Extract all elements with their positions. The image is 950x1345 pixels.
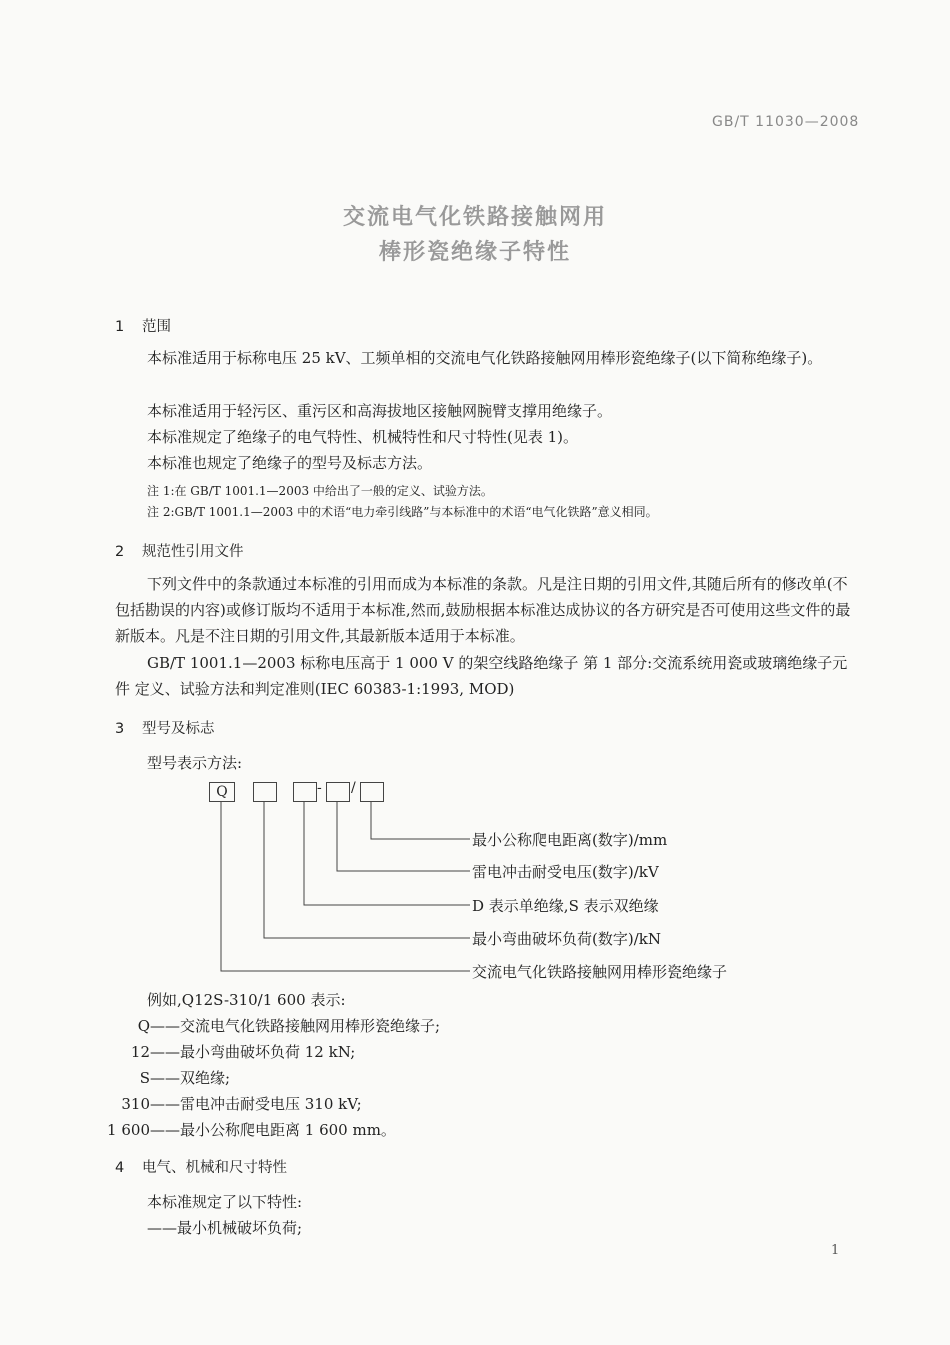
section-number: 4 — [115, 1160, 125, 1176]
notation-label: 最小弯曲破坏负荷(数字)/kN — [472, 930, 661, 948]
example-desc: ——最小公称爬电距离 1 600 mm。 — [150, 1121, 396, 1139]
section-title: 型号及标志 — [142, 721, 215, 737]
example-code: 310 — [121, 1095, 150, 1113]
notation-label: 最小公称爬电距离(数字)/mm — [472, 831, 668, 849]
code-box-q: Q — [209, 782, 235, 802]
leader-line-creepage — [371, 801, 470, 839]
paragraph: 下列文件中的条款通过本标准的引用而成为本标准的条款。凡是注日期的引用文件,其随后所有的修改单(不包括勘误的内容)或修订版均不适用于本标准,然而,鼓励根据本标准达成协议的各方研究是否可使用这些文件的最新版本。凡是不注日期的引用文件,其最新版本适用于本标准。 — [115, 575, 851, 645]
example-intro: 例如,Q12S-310/1 600 表示: — [147, 991, 346, 1009]
leader-line-insulation — [304, 801, 470, 905]
note: 注 2:GB/T 1001.1—2003 中的术语“电力牵引线路”与本标准中的术语“电气化铁路”意义相同。 — [147, 505, 658, 519]
section-4-heading — [115, 1156, 287, 1177]
reference-entry: GB/T 1001.1—2003 标称电压高于 1 000 V 的架空线路绝缘子 第 1 部分:交流系统用瓷或玻璃绝缘子元件 定义、试验方法和判定准则(IEC 60383-1:1993, MOD) — [115, 654, 848, 698]
example-desc: ——交流电气化铁路接触网用棒形瓷绝缘子; — [150, 1017, 441, 1035]
leader-line-load — [264, 801, 470, 938]
section-title: 规范性引用文件 — [142, 544, 244, 560]
example-code: S — [139, 1069, 150, 1087]
section-number: 1 — [115, 319, 125, 335]
section-number: 3 — [115, 721, 125, 737]
notation-label: D 表示单绝缘,S 表示双绝缘 — [472, 897, 659, 915]
example-desc: ——雷电冲击耐受电压 310 kV; — [150, 1095, 362, 1113]
dash-separator: - — [317, 780, 322, 796]
page-number: 1 — [831, 1243, 840, 1258]
notation-label: 交流电气化铁路接触网用棒形瓷绝缘子 — [472, 963, 728, 981]
list-item: ——最小机械破坏负荷; — [147, 1219, 303, 1237]
notation-label: 雷电冲击耐受电压(数字)/kV — [472, 863, 659, 881]
note: 注 1:在 GB/T 1001.1—2003 中给出了一般的定义、试验方法。 — [147, 484, 493, 498]
leader-line-voltage — [337, 801, 470, 871]
paragraph: 本标准也规定了绝缘子的型号及标志方法。 — [147, 454, 433, 472]
paragraph: 本标准规定了以下特性: — [147, 1193, 303, 1211]
slash-separator: / — [351, 780, 356, 796]
standard-number: GB/T 11030—2008 — [712, 114, 860, 130]
example-desc: ——双绝缘; — [150, 1069, 231, 1087]
section-title: 范围 — [142, 319, 171, 335]
document-title-line1: 交流电气化铁路接触网用 — [342, 205, 607, 230]
example-code: 1 600 — [107, 1121, 150, 1139]
section-number: 2 — [115, 544, 125, 560]
example-desc: ——最小弯曲破坏负荷 12 kN; — [150, 1043, 356, 1061]
model-notation-intro: 型号表示方法: — [147, 754, 243, 772]
paragraph: 本标准规定了绝缘子的电气特性、机械特性和尺寸特性(见表 1)。 — [147, 428, 579, 446]
paragraph: 本标准适用于轻污区、重污区和高海拔地区接触网腕臂支撑用绝缘子。 — [147, 402, 613, 420]
section-title: 电气、机械和尺寸特性 — [142, 1160, 287, 1176]
example-code: Q — [137, 1017, 150, 1035]
example-code: 12 — [130, 1043, 150, 1061]
document-title-line2: 棒形瓷绝缘子特性 — [378, 240, 571, 265]
leader-line-q — [221, 801, 470, 971]
paragraph: 本标准适用于标称电压 25 kV、工频单相的交流电气化铁路接触网用棒形瓷绝缘子(以下简称绝缘子)。 — [147, 349, 823, 367]
